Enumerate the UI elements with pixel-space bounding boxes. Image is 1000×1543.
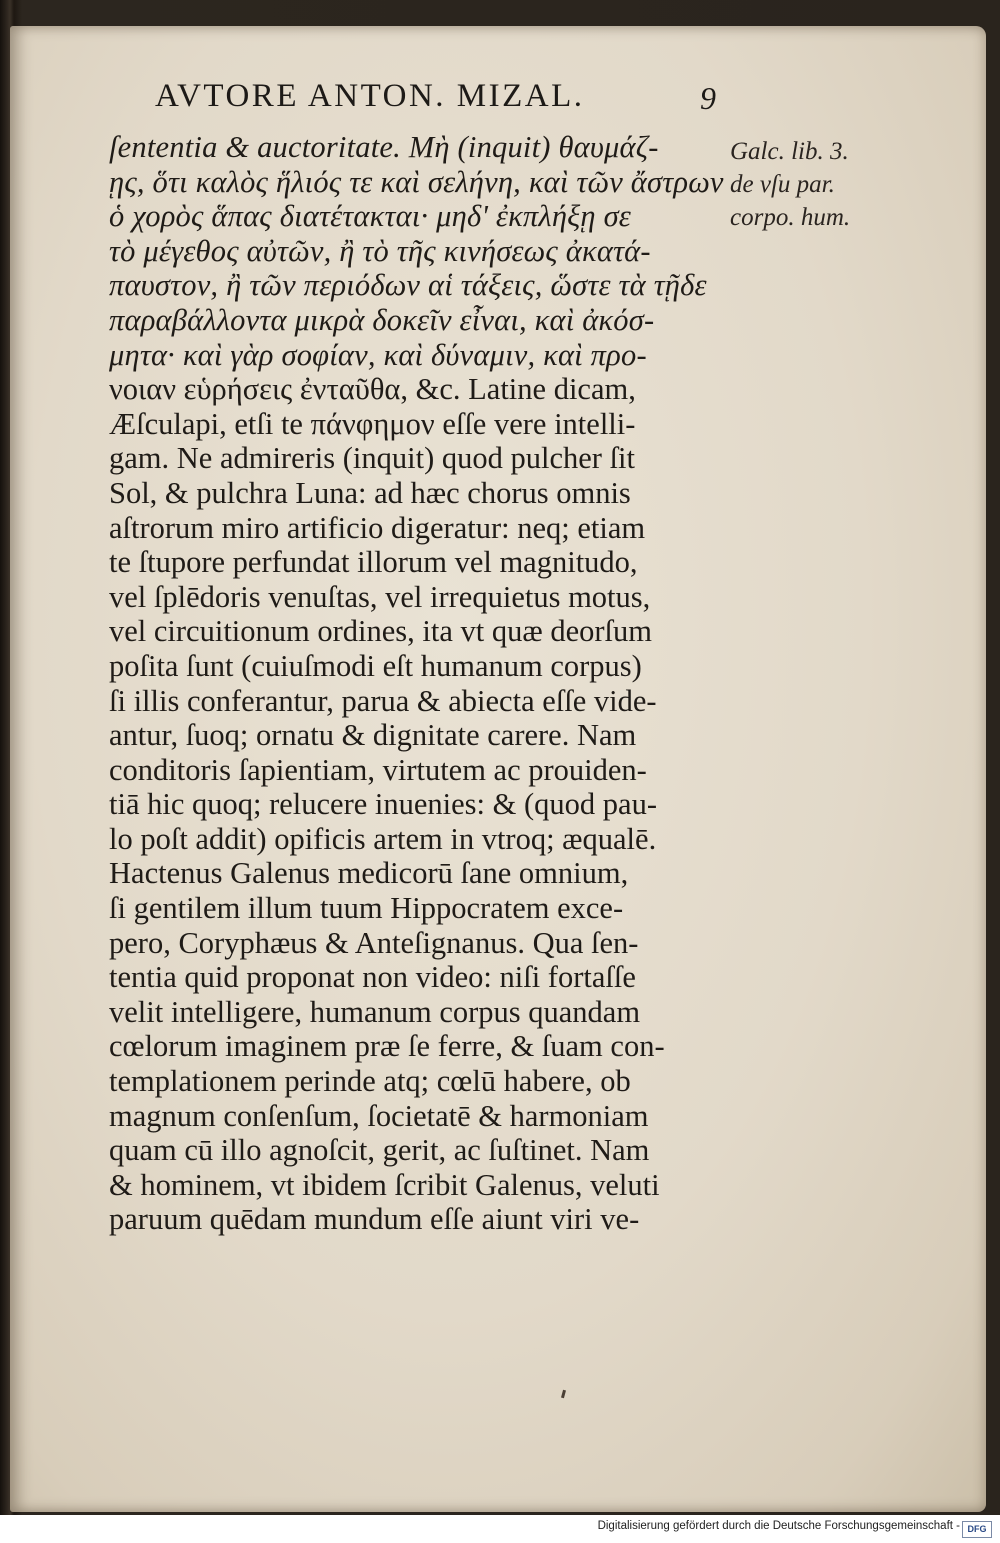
- body-line: aſtrorum miro artificio digeratur: neq; etiam: [109, 510, 646, 545]
- body-line: gam. Ne admireris (inquit) quod pulcher ſit: [109, 441, 635, 476]
- dfg-logo: DFG: [962, 1521, 992, 1538]
- body-line: παυστον, ἢ τῶν περιόδων αἱ τάξεις, ὥστε τὰ τῇδε: [109, 268, 707, 303]
- body-line: Æſculapi, etſi te πάνφημον eſſe vere intelli-: [109, 406, 636, 441]
- body-line: lo poſt addit) opificis artem in vtroq; æqualē.: [109, 821, 657, 856]
- body-line: templationem perinde atq; cœlū habere, ob: [109, 1064, 631, 1099]
- body-line: ſententia & auctoritate. Μὴ (inquit) θαυμάζ-: [109, 130, 659, 164]
- running-title: AVTORE ANTON. MIZAL.: [155, 78, 585, 114]
- body-line: ſi illis conferantur, parua & abiecta eſſe vide-: [109, 683, 657, 718]
- body-line: te ſtupore perfundat illorum vel magnitudo,: [109, 545, 638, 580]
- body-line: & hominem, vt ibidem ſcribit Galenus, veluti: [109, 1167, 660, 1202]
- body-line: ῃς, ὅτι καλὸς ἥλιός τε καὶ σελήνη, καὶ τῶν ἄστρων: [109, 164, 724, 199]
- body-line: tiā hic quoq; relucere inuenies: & (quod pau-: [109, 787, 657, 822]
- body-line: vel ſplēdoris venuſtas, vel irrequietus motus,: [109, 579, 651, 614]
- body-line: Hactenus Galenus medicorū ſane omnium,: [109, 856, 629, 891]
- body-line: παραβάλλοντα μικρὰ δοκεῖν εἶναι, καὶ ἀκόσ-: [109, 302, 655, 337]
- body-line: vel circuitionum ordines, ita vt quæ deorſum: [109, 614, 652, 649]
- body-line: cœlorum imaginem præ ſe ferre, & ſuam con-: [109, 1029, 665, 1064]
- marginal-note-line: Galc. lib. 3.: [730, 138, 849, 165]
- body-line: poſita ſunt (cuiuſmodi eſt humanum corpus): [109, 648, 642, 683]
- body-line: ſi gentilem illum tuum Hippocratem exce-: [109, 891, 624, 926]
- body-line: antur, ſuoq; ornatu & dignitate carere. Nam: [109, 718, 637, 753]
- body-line: τὸ μέγεθος αὐτῶν, ἢ τὸ τῆς κινήσεως ἀκατά-: [109, 233, 651, 268]
- body-line: νοιαν εὑρήσεις ἐνταῦθα, &c. Latine dicam,: [109, 372, 636, 407]
- body-line: conditoris ſapientiam, virtutem ac prouiden-: [109, 752, 647, 787]
- body-line: ὁ χορὸς ἅπας διατέτακται· μηδ' ἐκπλήξῃ σε: [109, 199, 632, 234]
- body-line: magnum conſenſum, ſocietatē & harmoniam: [109, 1098, 649, 1133]
- marginal-note: [730, 135, 890, 234]
- marginal-note-line: corpo. hum.: [730, 204, 851, 231]
- body-line: Sol, & pulchra Luna: ad hæc chorus omnis: [109, 475, 631, 510]
- body-line: quam cū illo agnoſcit, gerit, ac ſuſtinet. Nam: [109, 1133, 650, 1168]
- body-text: [109, 130, 739, 1237]
- digitization-footer: [0, 1515, 1000, 1543]
- body-line: velit intelligere, humanum corpus quandam: [109, 994, 641, 1029]
- body-line: pero, Coryphæus & Anteſignanus. Qua ſen-: [109, 925, 639, 960]
- body-line: paruum quēdam mundum eſſe aiunt viri ve-: [109, 1202, 640, 1237]
- page-number: 9: [700, 80, 716, 116]
- funding-credit: Digitalisierung gefördert durch die Deutsche Forschungsgemeinschaft -: [597, 1520, 960, 1532]
- marginal-note-line: de vſu par.: [730, 171, 835, 198]
- body-line: μητα· καὶ γὰρ σοφίαν, καὶ δύναμιν, καὶ προ-: [109, 337, 647, 372]
- body-line: tentia quid proponat non video: niſi fortaſſe: [109, 960, 636, 995]
